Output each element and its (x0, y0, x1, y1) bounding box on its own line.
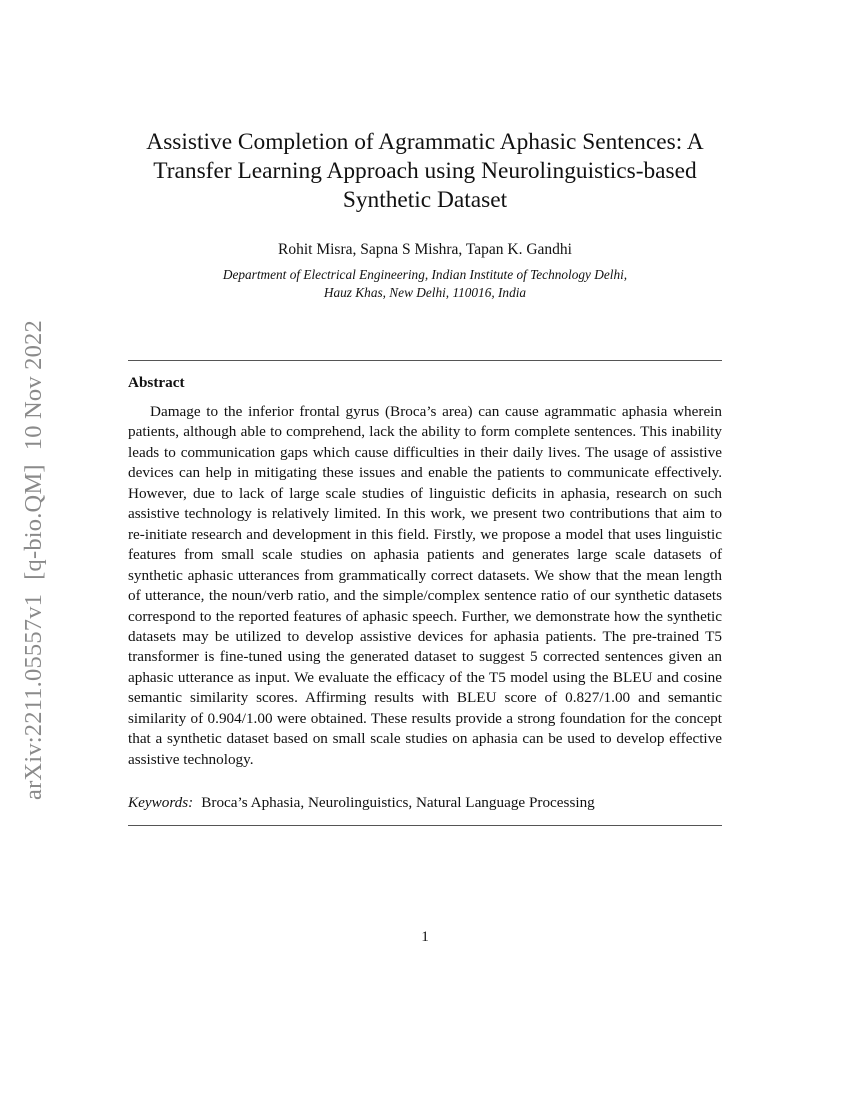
arxiv-stamp (16, 260, 52, 800)
arxiv-category: [q-bio.QM] (20, 464, 47, 580)
abstract-heading: Abstract (128, 374, 185, 391)
arxiv-date: 10 Nov 2022 (20, 320, 47, 451)
affiliation-line: Department of Electrical Engineering, Indian Institute of Technology Delhi, (222, 267, 628, 282)
abstract-text: Damage to the inferior frontal gyrus (Broca’s area) can cause agrammatic aphasia wherein patients, although able to comprehend, lack the ability to form complete sentences. This inability leads to communication gaps which cause difficulties in their daily lives. The usage of assistive devices can help in mitigating these issues and enable the patients to communicate effectively. However, due to lack of large scale studies of linguistic deficits in aphasia, research on such assistive technology is relatively limited. In this work, we present two contributions that aim to re-initiate research and development in this field. Firstly, we propose a model that uses linguistic features from small scale studies on aphasia patients and generates large scale datasets of synthetic aphasic utterances from grammatically correct datasets. We show that the mean length of utterance, the noun/verb ratio, and the simple/complex sentence ratio of our synthetic datasets correspond to the reported features of aphasic speech. Further, we demonstrate how the synthetic datasets may be utilized to develop assistive devices for aphasia patients. The pre-trained T5 transformer is fine-tuned using the generated dataset to suggest 5 corrected sentences given an aphasic utterance as input. We evaluate the efficacy of the T5 model using the BLEU and cosine semantic similarity scores. Affirming results with BLEU score of 0.827/1.00 and semantic similarity of 0.904/1.00 were obtained. These results provide a strong foundation for the concept that a synthetic dataset based on small scale studies on aphasia can be used to develop effective assistive technology. (128, 403, 722, 768)
title-line: Assistive Completion of Agrammatic Aphasic Sentences: A (146, 129, 704, 155)
top-divider (128, 360, 722, 361)
title-line: Synthetic Dataset (342, 187, 508, 213)
keywords-label: Keywords: (128, 794, 194, 811)
author-list: Rohit Misra, Sapna S Mishra, Tapan K. Gandhi (278, 241, 572, 258)
page-number: 1 (421, 928, 429, 945)
title-line: Transfer Learning Approach using Neurolinguistics-based (153, 158, 697, 184)
arxiv-id: arXiv:2211.05557v1 (20, 593, 47, 800)
affiliation (100, 266, 750, 302)
bottom-divider (128, 825, 722, 826)
paper-title (100, 128, 750, 215)
keywords-value: Broca’s Aphasia, Neurolinguistics, Natural Language Processing (201, 794, 595, 811)
keywords (128, 794, 722, 812)
affiliation-line: Hauz Khas, New Delhi, 110016, India (323, 285, 527, 300)
